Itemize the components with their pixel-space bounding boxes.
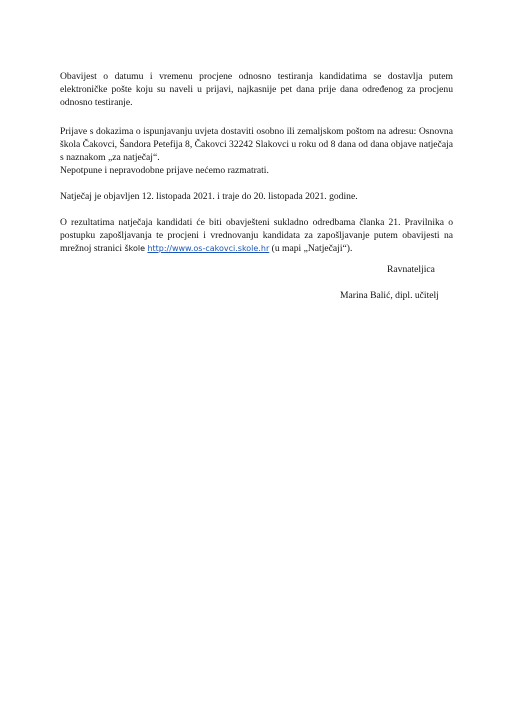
- paragraph-results-notice: [60, 216, 453, 255]
- results-notice-text: O rezultatima natječaja kandidati će biti obavješteni sukladno odredbama članka 21. Pravilnika o postupku zapošljavanja te procjeni i vrednovanju kandidata za zapošljavanje putem obavijesti na mrežnoj stranici: [60, 217, 453, 254]
- school-website-link[interactable]: http://www.os-cakovci.skole.hr: [147, 244, 270, 253]
- paragraph-incomplete-applications: Nepotpune i nepravodobne prijave nećemo razmatrati.: [60, 165, 269, 176]
- paragraph-publication-dates: Natječaj je objavljen 12. listopada 2021. i traje do 20. listopada 2021. godine.: [60, 191, 358, 202]
- signature-title: Ravnateljica: [387, 264, 435, 275]
- signature-name: Marina Balić, dipl. učitelj: [340, 290, 439, 301]
- paragraph-application-address: Prijave s dokazima o ispunjavanju uvjeta dostaviti osobno ili zemaljskom poštom na adresu: Osnovna škola Čakovci, Šandora Petefija 8, Čakovci 32242 Slakovci u roku od 8 dana od dana objave natječaja s naznakom „za natječaj“.: [60, 126, 453, 163]
- results-notice-folder-text: (u mapi „Natječaji“).: [269, 243, 353, 254]
- results-notice-skole-word: škole: [124, 244, 146, 253]
- paragraph-testing-notice: Obavijest o datumu i vremenu procjene odnosno testiranja kandidatima se dostavlja putem elektroničke pošte koju su naveli u prijavi, najkasnije pet dana prije dana određenog za procjenu odnosno testiranje.: [60, 71, 453, 108]
